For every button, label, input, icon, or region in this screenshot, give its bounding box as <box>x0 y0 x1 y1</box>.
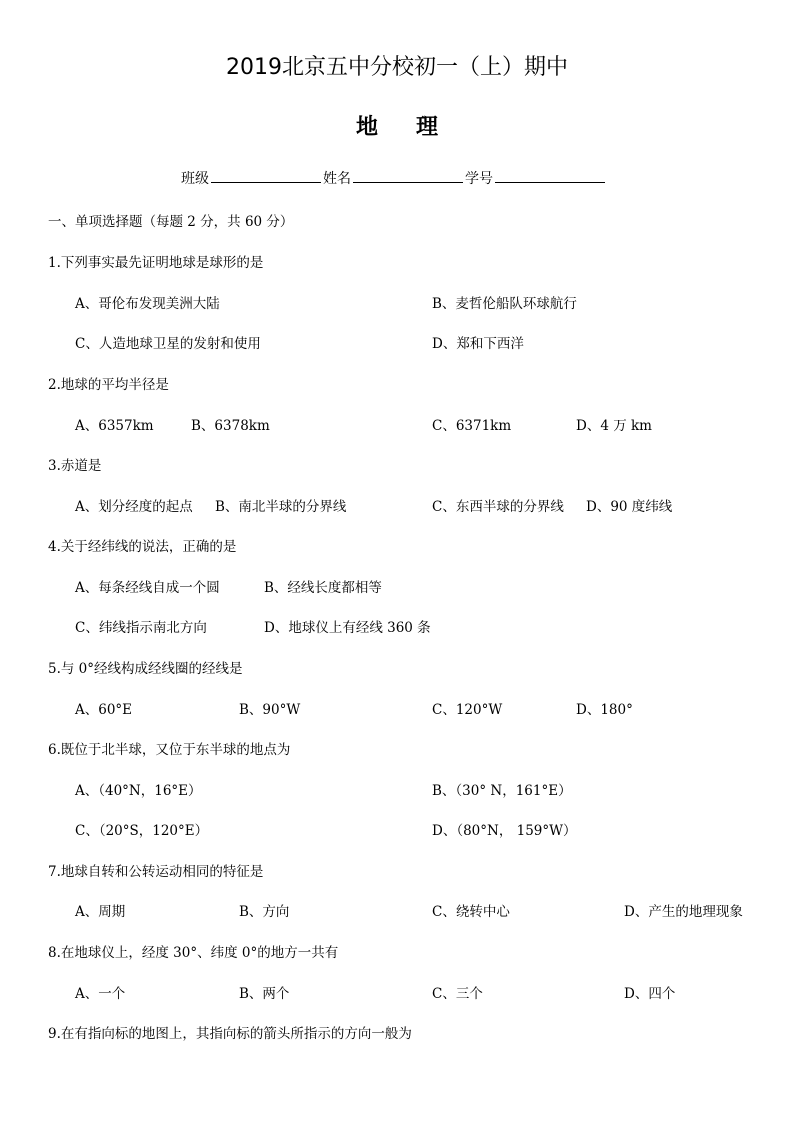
id-blank <box>495 170 605 183</box>
option: B、90°W <box>239 702 301 718</box>
question-stem: 5.与 0°经线构成经线圈的经线是 <box>48 661 243 677</box>
option: A、（40°N，16°E） <box>75 783 202 799</box>
option: A、划分经度的起点 <box>75 499 193 515</box>
exam-title: 2019北京五中分校初一（上）期中 <box>226 55 568 80</box>
option: A、60°E <box>75 702 133 718</box>
question-stem: 8.在地球仪上，经度 30°、纬度 0°的地方一共有 <box>48 945 339 961</box>
option: B、（30° N，161°E） <box>432 783 572 799</box>
subject-title: 地理 <box>355 115 476 140</box>
option: C、绕转中心 <box>432 904 510 920</box>
option: A、每条经线自成一个圆 <box>75 580 220 596</box>
option: D、（80°N， 159°W） <box>432 823 577 839</box>
option: C、人造地球卫星的发射和使用 <box>75 336 261 352</box>
class-blank <box>211 170 321 183</box>
id-label: 学号 <box>465 171 493 187</box>
option: C、（20°S，120°E） <box>75 823 209 839</box>
option: D、郑和下西洋 <box>432 336 524 352</box>
question-stem: 6.既位于北半球，又位于东半球的地点为 <box>48 742 291 758</box>
option: C、纬线指示南北方向 <box>75 620 207 636</box>
option: C、东西半球的分界线 <box>432 499 564 515</box>
option: D、产生的地理现象 <box>624 904 743 920</box>
option: B、南北半球的分界线 <box>215 499 347 515</box>
option: A、6357km <box>75 418 154 434</box>
class-label: 班级 <box>181 171 209 187</box>
option: B、经线长度都相等 <box>264 580 382 596</box>
option: B、6378km <box>191 418 270 434</box>
option: B、麦哲伦船队环球航行 <box>432 296 577 312</box>
option: B、两个 <box>239 986 290 1002</box>
question-stem: 4.关于经纬线的说法，正确的是 <box>48 539 237 555</box>
option: C、三个 <box>432 986 483 1002</box>
name-label: 姓名 <box>323 171 351 187</box>
question-stem: 9.在有指向标的地图上，其指向标的箭头所指示的方向一般为 <box>48 1026 412 1042</box>
option: D、四个 <box>624 986 676 1002</box>
name-blank <box>353 170 463 183</box>
student-info-row <box>181 168 607 188</box>
option: D、4 万 km <box>576 418 652 434</box>
option: B、方向 <box>239 904 290 920</box>
option: C、6371km <box>432 418 512 434</box>
option: D、90 度纬线 <box>586 499 673 515</box>
option: D、180° <box>576 702 633 718</box>
question-stem: 3.赤道是 <box>48 458 102 474</box>
question-stem: 7.地球自转和公转运动相同的特征是 <box>48 864 264 880</box>
question-stem: 1.下列事实最先证明地球是球形的是 <box>48 255 264 271</box>
option: A、周期 <box>75 904 126 920</box>
option: C、120°W <box>432 702 503 718</box>
section-heading: 一、单项选择题（每题 2 分，共 60 分） <box>48 214 294 230</box>
option: D、地球仪上有经线 360 条 <box>264 620 431 636</box>
option: A、哥伦布发现美洲大陆 <box>75 296 220 312</box>
question-stem: 2.地球的平均半径是 <box>48 377 169 393</box>
option: A、一个 <box>75 986 126 1002</box>
